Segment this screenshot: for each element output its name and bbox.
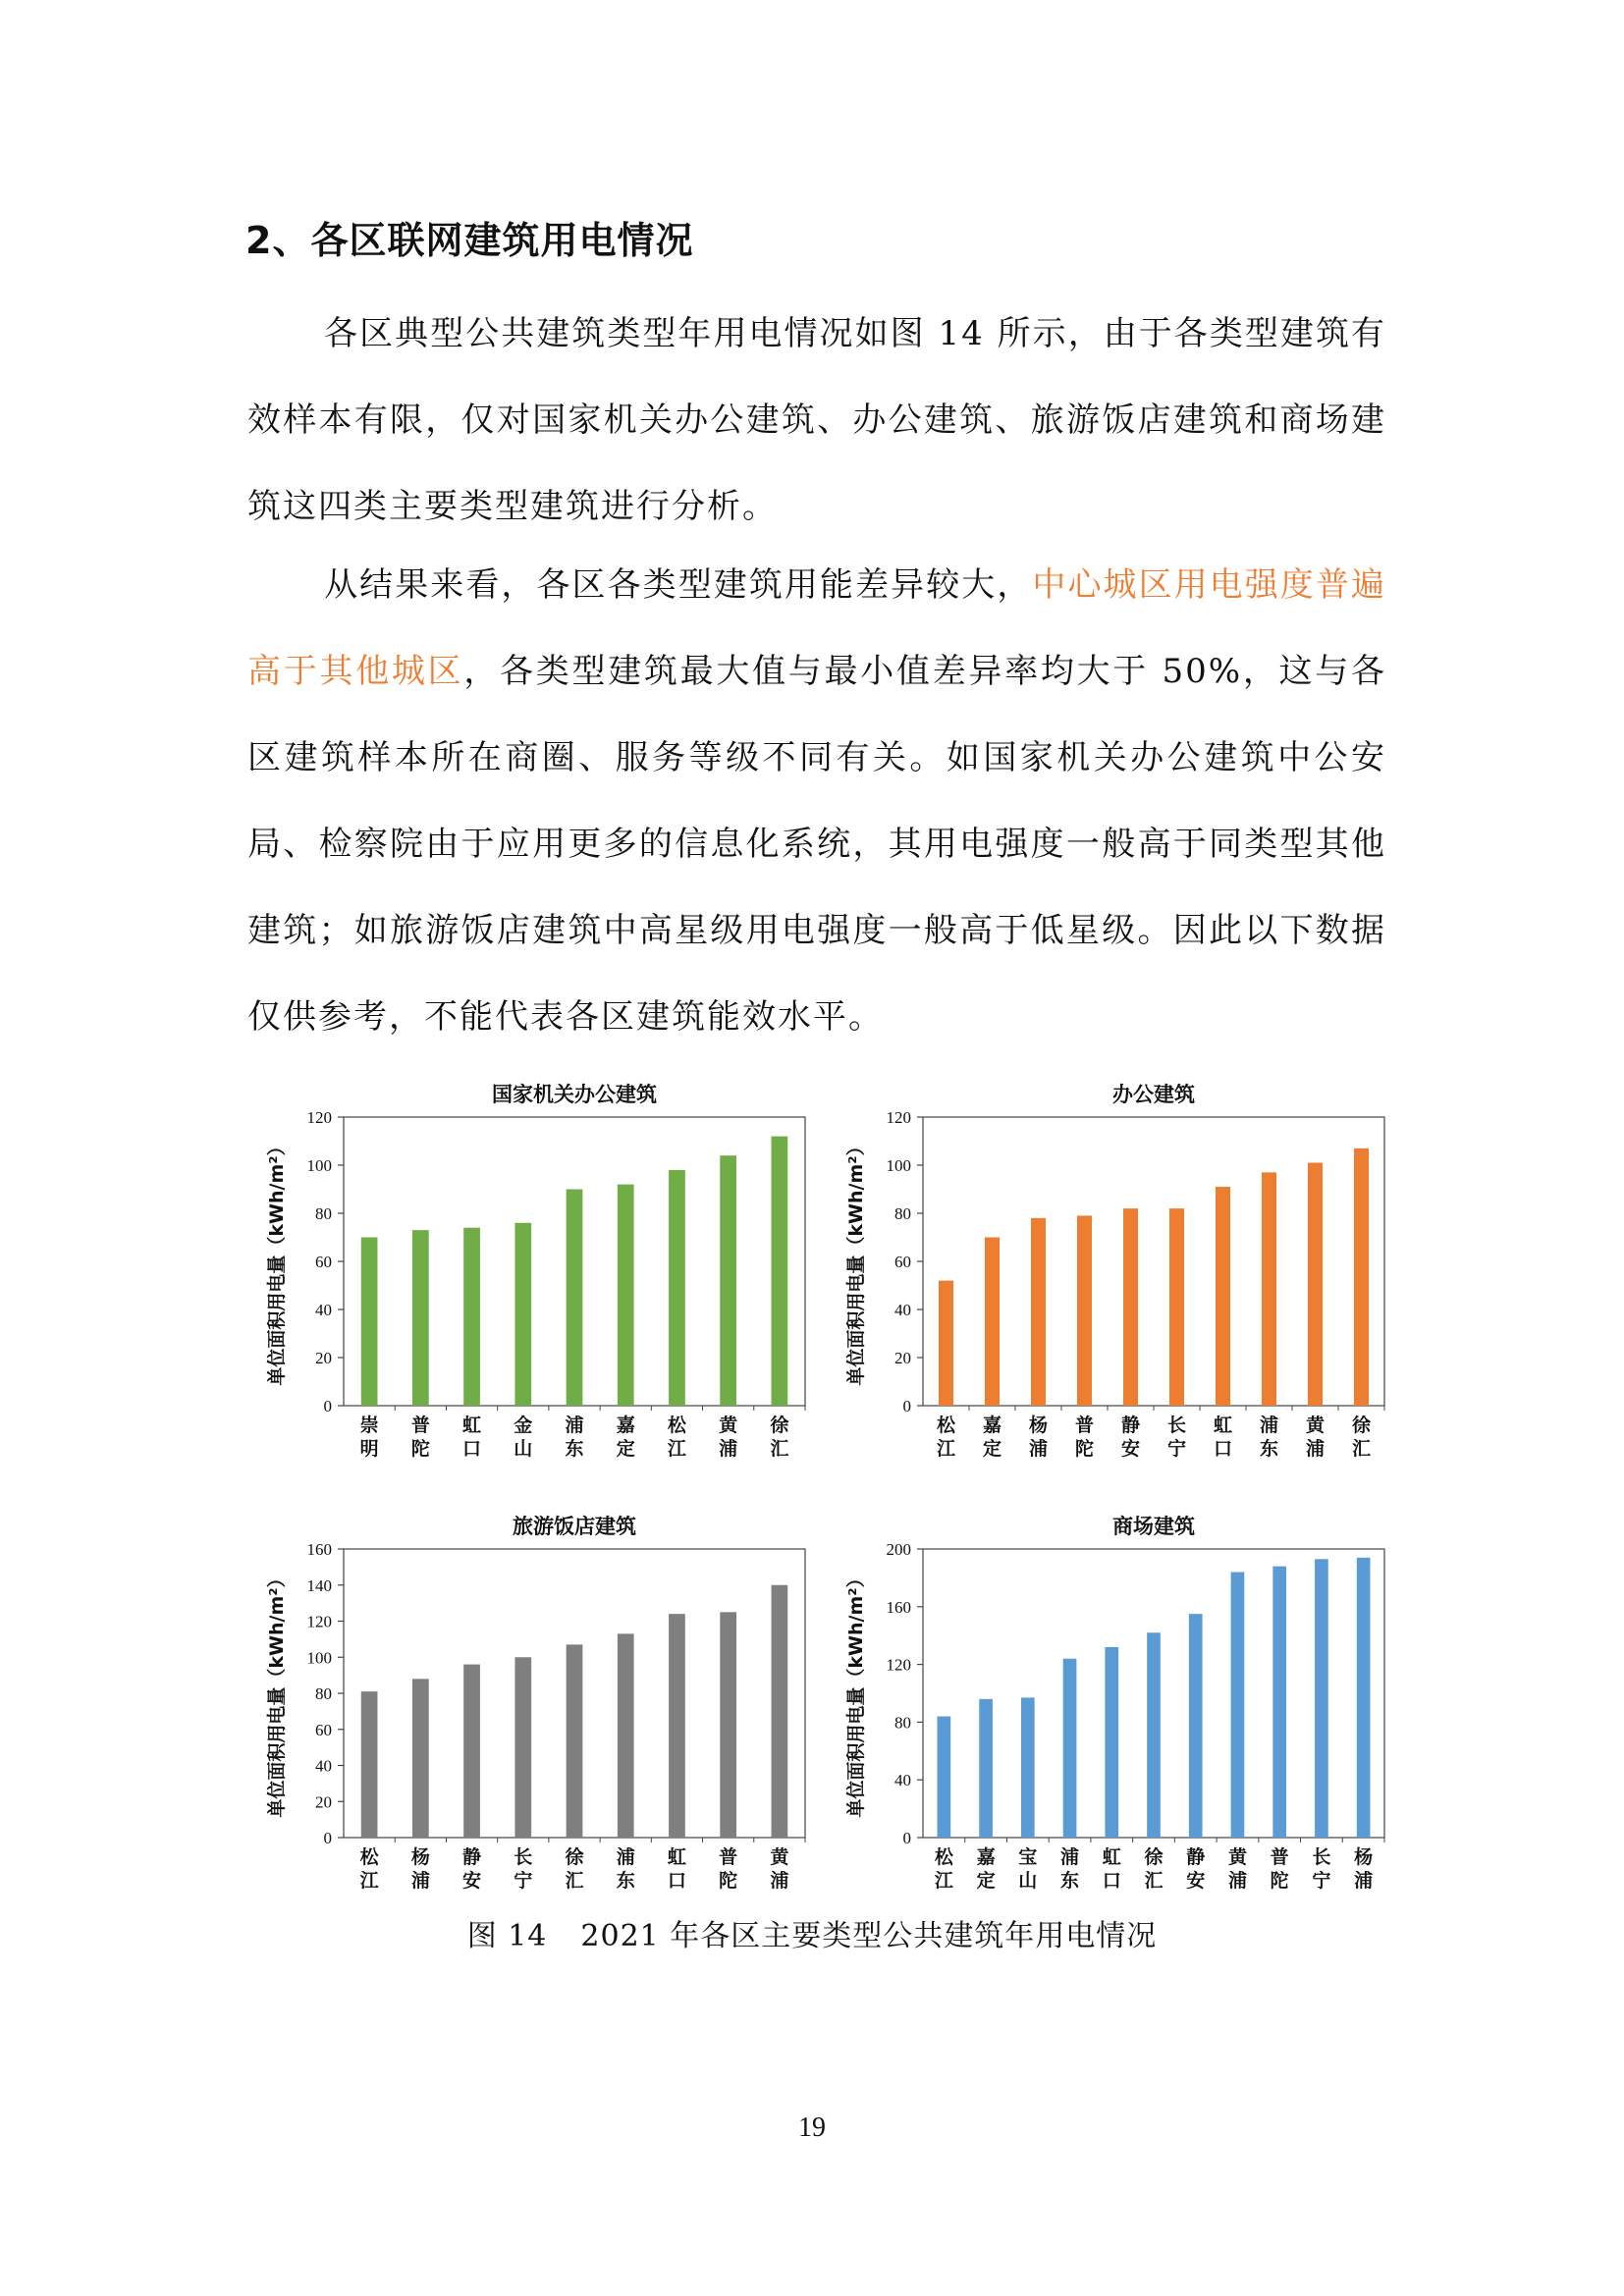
x-category-label: 虹: [462, 1415, 482, 1436]
bar: [720, 1155, 736, 1406]
x-category-label: 松: [936, 1415, 956, 1436]
x-category-label: 汇: [1351, 1438, 1372, 1460]
bar: [1231, 1573, 1245, 1838]
x-category-label: 陀: [1270, 1870, 1289, 1892]
x-category-label: 普: [719, 1846, 738, 1868]
y-tick-label: 0: [902, 1829, 911, 1847]
x-category-label: 宁: [1166, 1438, 1187, 1460]
x-category-label: 江: [667, 1438, 686, 1460]
bar: [1315, 1559, 1328, 1838]
x-category-label: 浦: [1354, 1870, 1374, 1892]
bar: [1216, 1187, 1230, 1406]
bar: [514, 1657, 531, 1838]
bar: [669, 1170, 685, 1406]
x-category-label: 陀: [1074, 1438, 1095, 1460]
chart-office: [825, 1072, 1414, 1484]
x-category-label: 安: [462, 1870, 482, 1892]
x-category-label: 宝: [1018, 1846, 1038, 1868]
bar: [361, 1691, 378, 1838]
bar: [938, 1717, 951, 1838]
x-category-label: 徐: [1351, 1415, 1372, 1436]
x-category-label: 黄: [770, 1846, 789, 1868]
y-tick-label: 100: [306, 1156, 332, 1175]
bar: [463, 1228, 480, 1406]
y-tick-label: 200: [886, 1540, 911, 1559]
x-category-label: 普: [410, 1415, 430, 1436]
x-category-label: 浦: [1227, 1870, 1247, 1892]
x-category-label: 静: [462, 1846, 482, 1868]
paragraph-analysis-part1: 从结果来看，各区各类型建筑用能差异较大，: [324, 565, 1033, 605]
paragraph-analysis-part2: ，各类型建筑最大值与最小值差异率均大于 50%，这与各区建筑样本所在商圈、服务等级不同有关。如国家机关办公建筑中公安局、检察院由于应用更多的信息化系统，其用电强度一般高于同类型其他建筑；如旅游饭店建筑中高星级用电强度一般高于低星级。因此以下数据仅供参考，不能代表各区建筑能效水平。: [247, 652, 1386, 1037]
x-category-label: 嘉: [976, 1846, 996, 1868]
x-category-label: 静: [1186, 1846, 1206, 1868]
x-category-label: 东: [1060, 1870, 1080, 1892]
bar: [1147, 1632, 1161, 1838]
x-category-label: 明: [359, 1438, 379, 1460]
y-tick-label: 80: [894, 1713, 911, 1733]
x-category-label: 定: [616, 1438, 635, 1460]
highlighted-text: 中心城区用电强度普遍高于其他城区: [247, 565, 1387, 691]
bar: [1262, 1172, 1276, 1406]
chart-title: 商场建筑: [1112, 1515, 1195, 1538]
y-tick-label: 80: [315, 1204, 332, 1223]
y-tick-label: 20: [315, 1792, 332, 1812]
x-category-label: 松: [934, 1846, 953, 1868]
y-tick-label: 40: [894, 1771, 911, 1790]
x-category-label: 宁: [1312, 1870, 1331, 1892]
x-category-label: 定: [982, 1438, 1002, 1460]
y-tick-label: 120: [306, 1108, 332, 1127]
y-tick-label: 0: [323, 1397, 332, 1415]
bar: [567, 1190, 583, 1407]
y-tick-label: 0: [902, 1397, 911, 1415]
bar: [1031, 1218, 1046, 1406]
paragraph-intro-text: 各区典型公共建筑类型年用电情况如图 14 所示，由于各类型建筑有效样本有限，仅对国家机关办公建筑、办公建筑、旅游饭店建筑和商场建筑这四类主要类型建筑进行分析。: [247, 314, 1386, 526]
x-category-label: 杨: [1354, 1846, 1374, 1868]
y-tick-label: 160: [306, 1540, 332, 1559]
y-tick-label: 60: [894, 1253, 911, 1271]
x-category-label: 徐: [565, 1846, 584, 1868]
x-category-label: 浦: [1259, 1415, 1279, 1436]
x-category-label: 浦: [565, 1415, 584, 1436]
chart-government-office: [245, 1072, 835, 1484]
x-category-label: 安: [1120, 1438, 1141, 1460]
bar: [361, 1238, 378, 1407]
x-category-label: 长: [514, 1846, 533, 1868]
y-tick-label: 100: [306, 1648, 332, 1668]
x-category-label: 江: [359, 1870, 379, 1892]
x-category-label: 黄: [1305, 1415, 1326, 1436]
bar: [412, 1230, 429, 1406]
x-category-label: 定: [976, 1870, 996, 1892]
y-tick-label: 40: [315, 1301, 332, 1319]
y-tick-label: 120: [886, 1108, 911, 1127]
x-category-label: 松: [359, 1846, 379, 1868]
bar: [1357, 1558, 1371, 1838]
bar: [772, 1137, 788, 1406]
chart-title: 旅游饭店建筑: [513, 1515, 636, 1538]
x-category-label: 松: [667, 1415, 686, 1436]
bar: [618, 1633, 634, 1838]
chart-hotel: [245, 1504, 835, 1916]
y-tick-label: 120: [886, 1655, 911, 1675]
x-category-label: 金: [514, 1415, 533, 1436]
x-category-label: 浦: [616, 1846, 635, 1868]
bar: [618, 1185, 634, 1406]
y-tick-label: 80: [894, 1204, 911, 1223]
x-category-label: 杨: [410, 1846, 430, 1868]
x-category-label: 虹: [1213, 1415, 1233, 1436]
x-category-label: 嘉: [616, 1415, 635, 1436]
y-axis-label: 单位面积用电量（kWh/m²）: [845, 1137, 867, 1386]
bar: [939, 1281, 953, 1406]
x-category-label: 陀: [410, 1438, 430, 1460]
x-category-label: 江: [934, 1870, 953, 1892]
x-category-label: 陀: [719, 1870, 738, 1892]
bar: [514, 1223, 531, 1406]
chart-title: 国家机关办公建筑: [492, 1083, 657, 1106]
chart-mall: [825, 1504, 1414, 1916]
x-category-label: 浦: [719, 1438, 738, 1460]
x-category-label: 浦: [1028, 1438, 1049, 1460]
x-category-label: 东: [616, 1870, 635, 1892]
y-tick-label: 20: [315, 1349, 332, 1367]
bar: [1169, 1208, 1184, 1406]
y-tick-label: 120: [306, 1612, 332, 1631]
x-category-label: 口: [1213, 1438, 1233, 1460]
x-category-label: 长: [1166, 1415, 1187, 1436]
bar: [1063, 1659, 1077, 1838]
x-category-label: 黄: [719, 1415, 738, 1436]
paragraph-analysis: [247, 542, 1386, 1060]
x-category-label: 虹: [1102, 1846, 1121, 1868]
x-category-label: 普: [1270, 1846, 1289, 1868]
figure-caption: [0, 1911, 1624, 1954]
x-category-label: 浦: [410, 1870, 430, 1892]
y-axis-label: 单位面积用电量（kWh/m²）: [266, 1569, 288, 1818]
y-tick-label: 20: [894, 1349, 911, 1367]
x-category-label: 口: [667, 1870, 686, 1892]
bar: [412, 1679, 429, 1838]
x-category-label: 普: [1074, 1415, 1095, 1436]
x-category-label: 嘉: [982, 1415, 1002, 1436]
y-tick-label: 80: [315, 1684, 332, 1703]
y-tick-label: 60: [315, 1720, 332, 1739]
x-category-label: 江: [936, 1438, 956, 1460]
x-category-label: 浦: [1305, 1438, 1326, 1460]
x-category-label: 汇: [770, 1438, 789, 1460]
bar: [1189, 1614, 1203, 1838]
page-number: 19: [798, 2112, 826, 2143]
x-category-label: 浦: [770, 1870, 789, 1892]
bar: [1077, 1215, 1092, 1406]
bar: [567, 1644, 583, 1838]
bar: [463, 1665, 480, 1838]
y-tick-label: 140: [306, 1575, 332, 1595]
x-category-label: 徐: [770, 1415, 789, 1436]
x-category-label: 黄: [1227, 1846, 1247, 1868]
y-tick-label: 40: [894, 1301, 911, 1319]
x-category-label: 安: [1186, 1870, 1206, 1892]
bar: [979, 1699, 993, 1838]
y-axis-label: 单位面积用电量（kWh/m²）: [266, 1137, 288, 1386]
x-category-label: 静: [1120, 1415, 1141, 1436]
bar: [1105, 1647, 1118, 1838]
x-category-label: 汇: [1144, 1870, 1164, 1892]
x-category-label: 口: [1102, 1870, 1121, 1892]
x-category-label: 汇: [565, 1870, 584, 1892]
y-tick-label: 160: [886, 1597, 911, 1617]
y-axis-label: 单位面积用电量（kWh/m²）: [845, 1569, 867, 1818]
x-category-label: 杨: [1028, 1415, 1049, 1436]
x-category-label: 山: [1018, 1870, 1038, 1892]
bar: [985, 1238, 1000, 1407]
chart-title: 办公建筑: [1112, 1083, 1195, 1106]
x-category-label: 浦: [1060, 1846, 1080, 1868]
y-tick-label: 100: [886, 1156, 911, 1175]
x-category-label: 口: [462, 1438, 482, 1460]
x-category-label: 虹: [667, 1846, 686, 1868]
y-tick-label: 0: [323, 1829, 332, 1847]
y-tick-label: 40: [315, 1756, 332, 1776]
x-category-label: 东: [1259, 1438, 1279, 1460]
bar: [1354, 1148, 1369, 1406]
x-category-label: 崇: [359, 1415, 379, 1436]
x-category-label: 徐: [1144, 1846, 1164, 1868]
x-category-label: 山: [514, 1438, 533, 1460]
section-heading: 2、各区联网建筑用电情况: [245, 219, 694, 262]
figure-caption-text: 2021 年各区主要类型公共建筑年用电情况: [580, 1919, 1158, 1953]
x-category-label: 东: [565, 1438, 584, 1460]
figure-caption-label: 图 14: [466, 1919, 548, 1953]
bar: [1123, 1208, 1138, 1406]
bar: [1308, 1163, 1323, 1406]
bar: [720, 1612, 736, 1838]
x-category-label: 宁: [514, 1870, 533, 1892]
y-tick-label: 60: [315, 1253, 332, 1271]
bar: [772, 1585, 788, 1838]
bar: [669, 1614, 685, 1838]
bar: [1021, 1697, 1035, 1838]
paragraph-intro: [247, 291, 1386, 550]
bar: [1272, 1567, 1286, 1838]
x-category-label: 长: [1312, 1846, 1331, 1868]
